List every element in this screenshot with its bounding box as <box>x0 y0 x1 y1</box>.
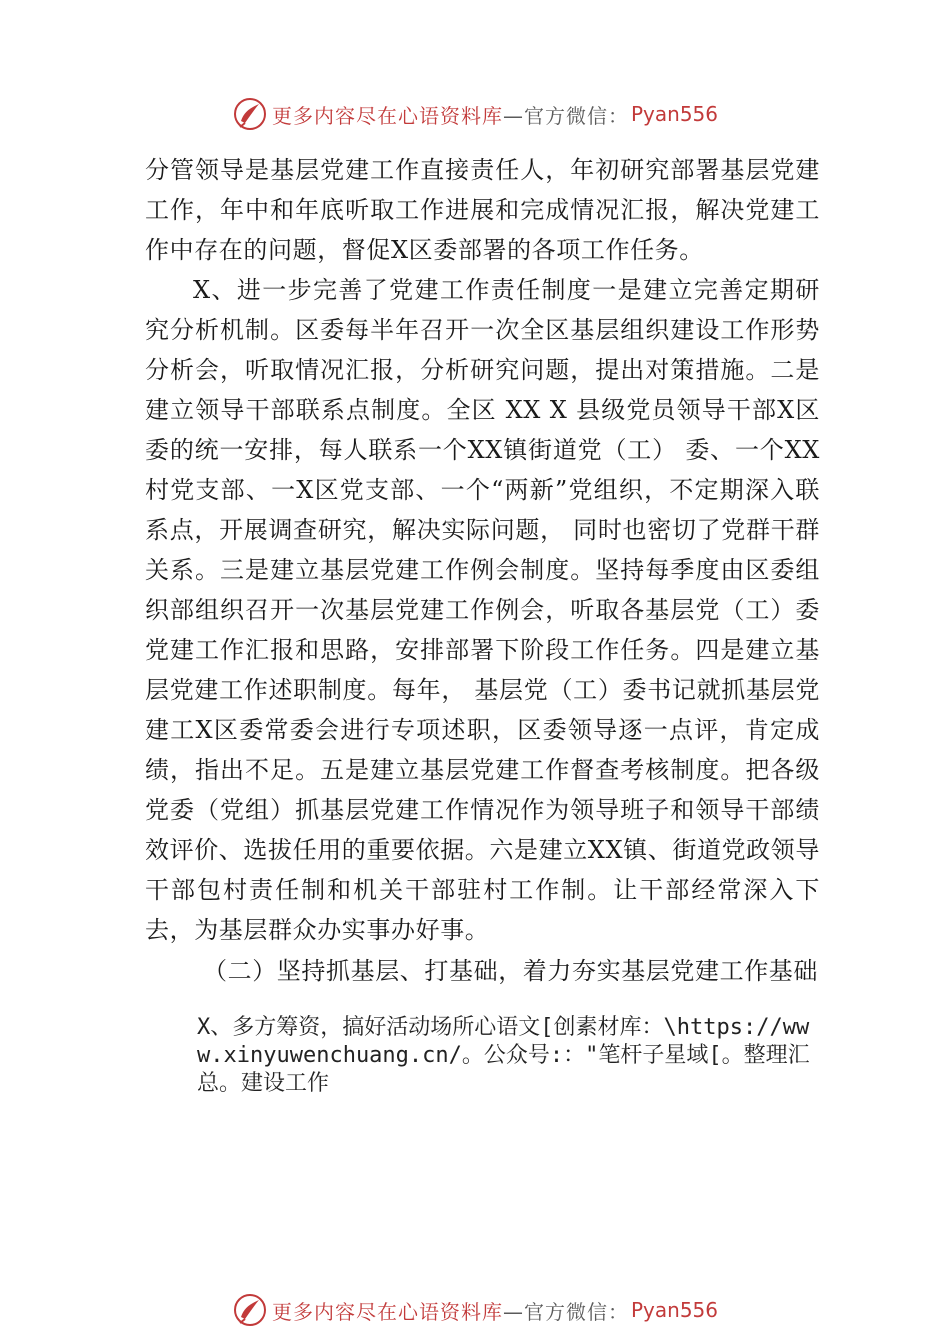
brand-logo-icon <box>232 1292 268 1328</box>
brand-logo-icon <box>232 96 268 132</box>
watermark-main-text: 更多内容尽在心语资料库 <box>271 1299 503 1324</box>
watermark-id-text: Pyan556 <box>630 102 718 126</box>
watermark-sub-text: —官方微信： <box>502 1299 629 1324</box>
section-heading: （二）坚持抓基层、打基础，着力夯实基层党建工作基础 <box>203 957 818 985</box>
paragraph-1: 分管领导是基层党建工作直接责任人，年初研究部署基层党建工作，年中和年底听取工作进展和完成情况汇报，解决党建工作中存在的问题，督促X区委部署的各项工作任务。 <box>145 156 820 264</box>
watermark-id-text: Pyan556 <box>630 1298 718 1322</box>
watermark-sub-text: —官方微信： <box>502 103 629 128</box>
watermark-header <box>0 94 950 134</box>
watermark-footer <box>0 1290 950 1330</box>
watermark-main-text: 更多内容尽在心语资料库 <box>271 103 503 128</box>
document-body <box>145 150 820 1098</box>
paragraph-3: X、多方筹资，搞好活动场所心语文[创素材库：\https://www.xinyuwenchuang.cn/。公众号:："笔杆子星域[。整理汇总。建设工作 <box>197 1015 810 1096</box>
paragraph-2: X、进一步完善了党建工作责任制度一是建立完善定期研究分析机制。区委每半年召开一次全区基层组织建设工作形势分析会，听取情况汇报，分析研究问题，提出对策措施。二是建立领导干部联系点制度。全区 XX X 县级党员领导干部X区委的统一安排，每人联系一个XX镇街道党（工） 委、一个XX村党支部、一X区党支部、一个“两新”党组织，不定期深入联系点，开展调查研究，解决实际问题， 同时也密切了党群干群关系。三是建立基层党建工作例会制度。坚持每季度由区委组织部组织召开一次基层党建工作例会，听取各基层党（工）委党建工作汇报和思路，安排部署下阶段工作任务。四是建立基层党建工作述职制度。每年， 基层党（工）委书记就抓基层党建工X区委常委会进行专项述职，区委领导逐一点评，肯定成绩，指出不足。五是建立基层党建工作督查考核制度。把各级党委（党组）抓基层党建工作情况作为领导班子和领导干部绩效评价、选拔任用的重要依据。六是建立XX镇、街道党政领导干部包村责任制和机关干部驻村工作制。让干部经常深入下去，为基层群众办实事办好事。 <box>145 276 820 944</box>
